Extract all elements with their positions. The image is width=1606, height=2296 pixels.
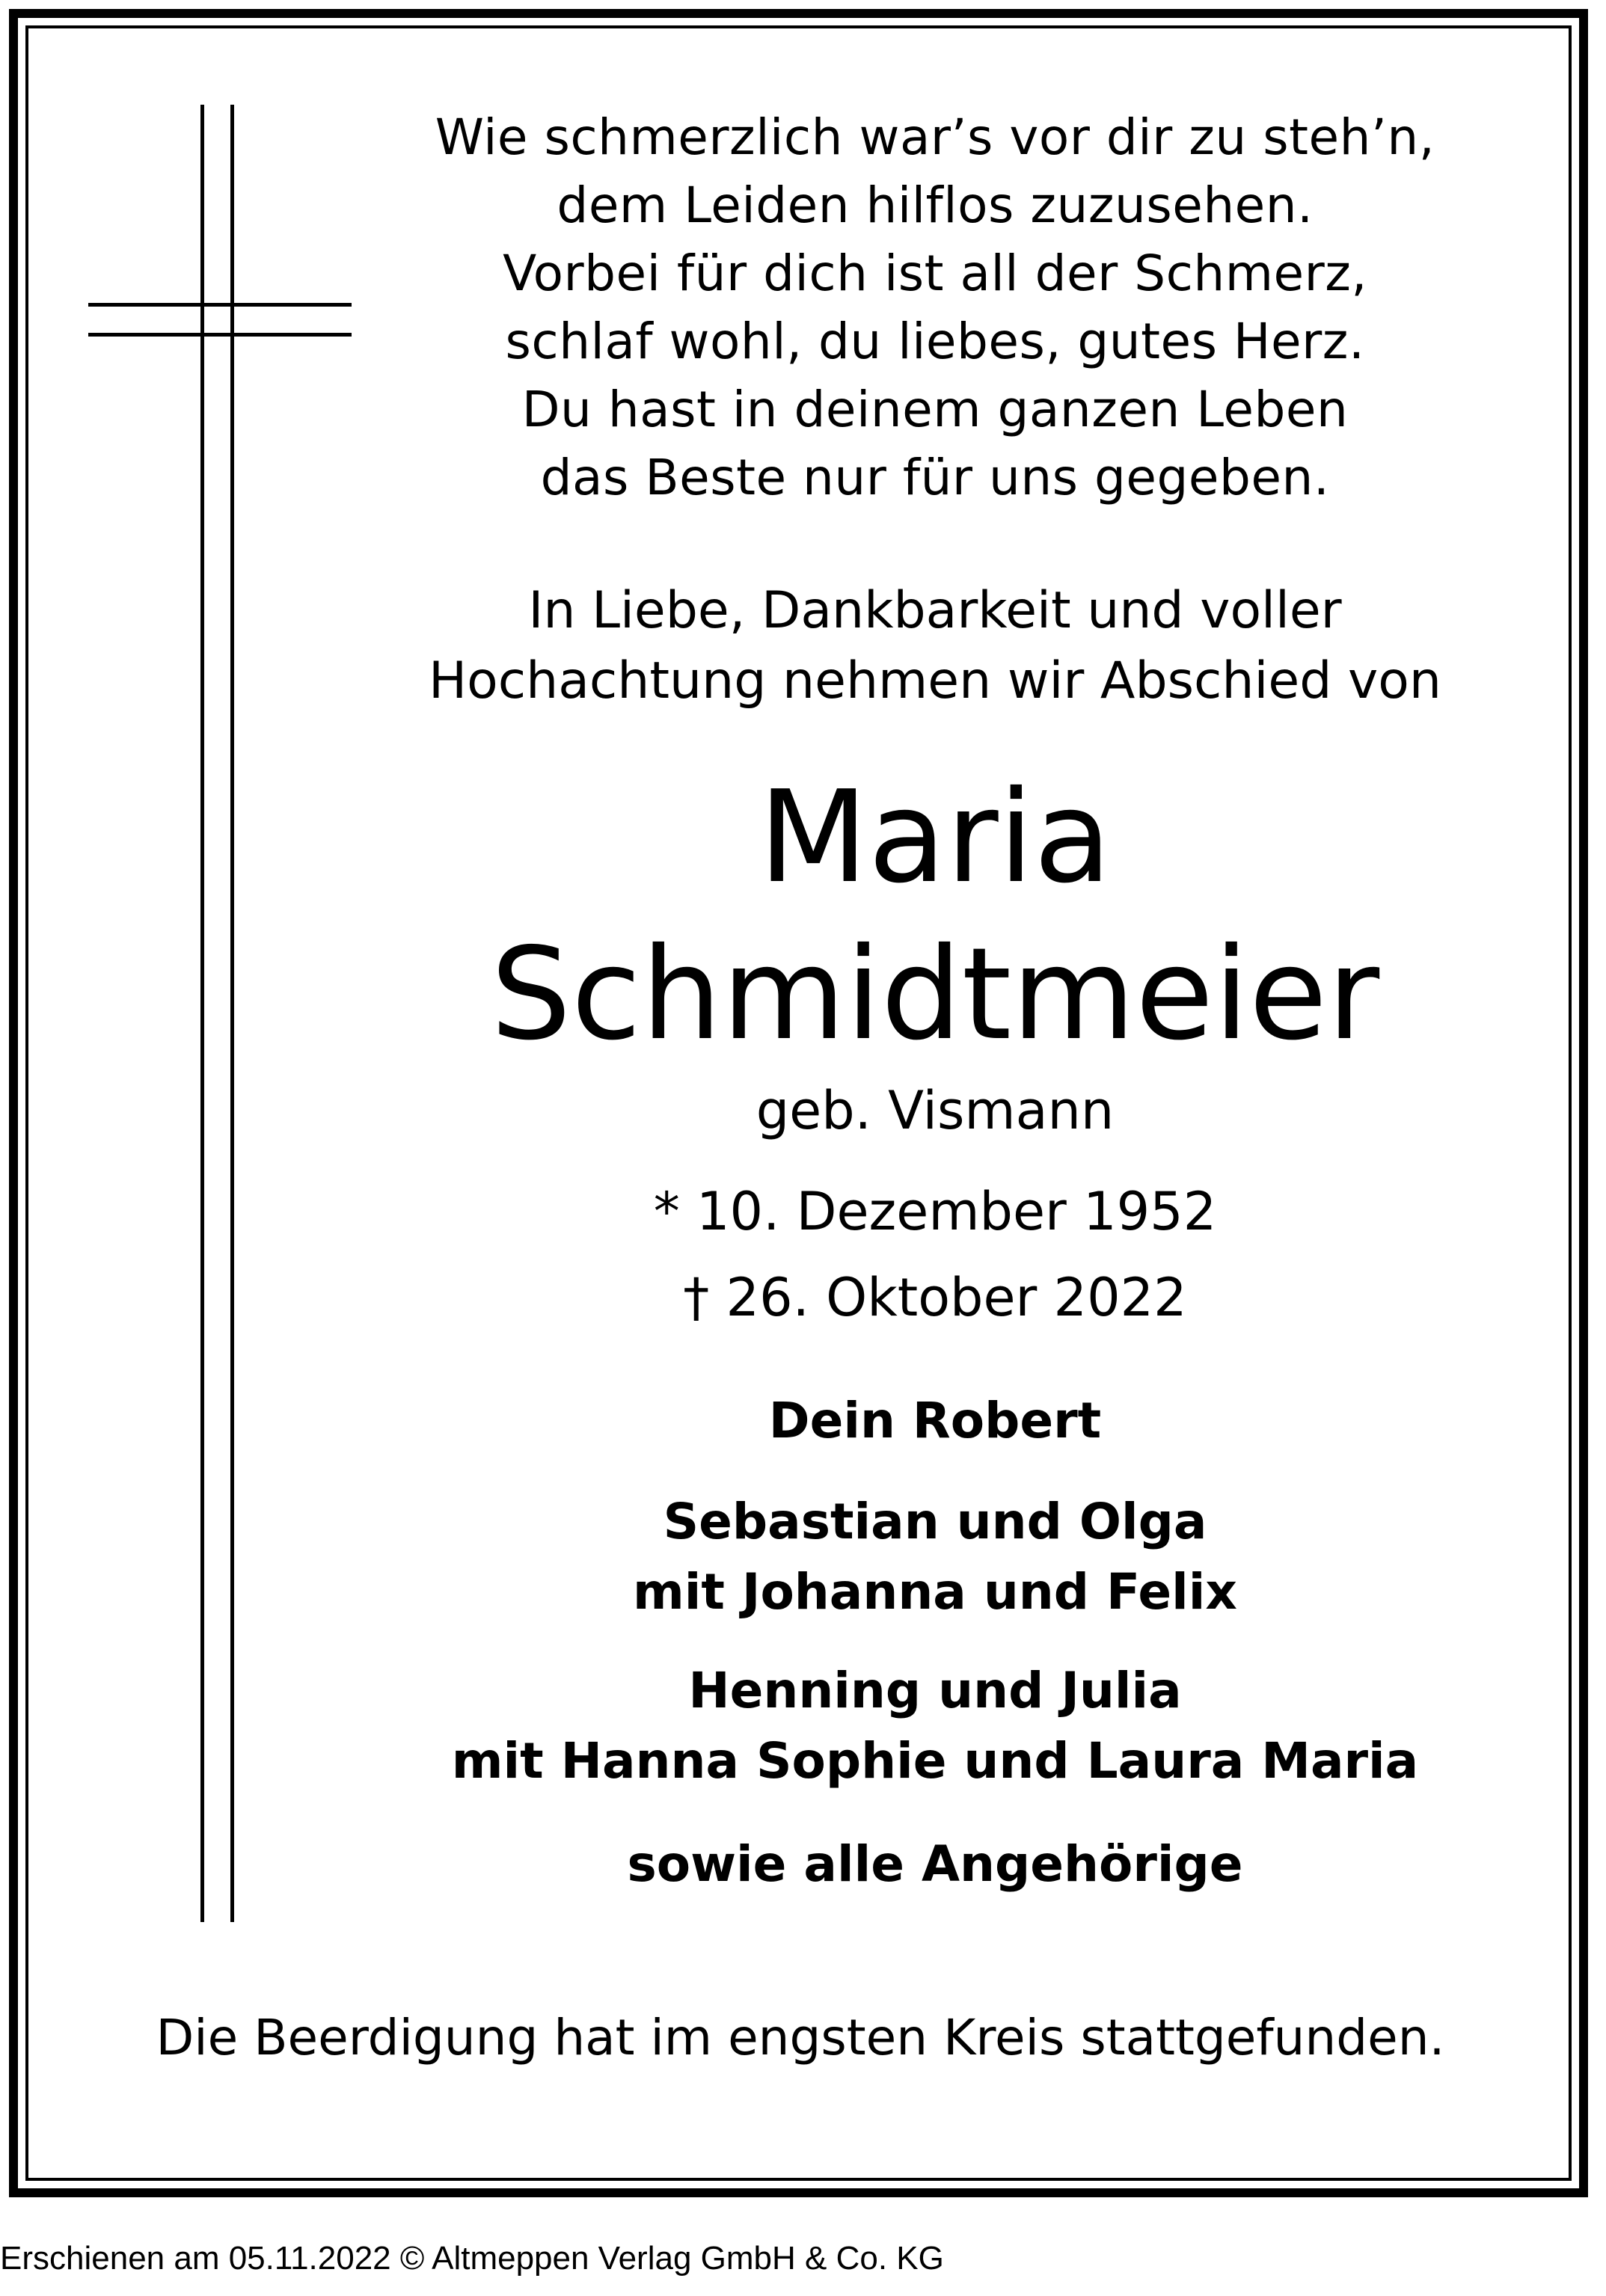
poem-line: das Beste nur für uns gegeben.	[540, 449, 1330, 506]
mourner-line: Sebastian und Olga	[663, 1493, 1207, 1550]
mourner-group	[329, 1829, 1541, 1900]
farewell-intro	[329, 576, 1541, 716]
poem	[329, 103, 1541, 512]
birth-name: geb. Vismann	[756, 1080, 1115, 1141]
mourner-line: Henning und Julia	[688, 1662, 1182, 1719]
intro-line: In Liebe, Dankbarkeit und voller	[528, 581, 1342, 640]
poem-line: schlaf wohl, du liebes, gutes Herz.	[505, 313, 1365, 370]
mourner-line: sowie alle Angehörige	[627, 1835, 1243, 1893]
poem-line: Du hast in deinem ganzen Leben	[521, 381, 1349, 438]
poem-line: Wie schmerzlich war’s vor dir zu steh’n,	[435, 108, 1435, 166]
mourner-group	[329, 1656, 1541, 1796]
poem-line: Vorbei für dich ist all der Schmerz,	[503, 245, 1367, 302]
mourner-group	[329, 1487, 1541, 1627]
birth-date: * 10. Dezember 1952	[653, 1181, 1217, 1242]
deceased-first-name: Maria	[758, 764, 1112, 912]
poem-line: dem Leiden hilflos zuzusehen.	[557, 177, 1314, 234]
intro-line: Hochachtung nehmen wir Abschied von	[429, 651, 1441, 710]
deceased-last-name: Schmidtmeier	[490, 921, 1380, 1069]
mourner-group	[329, 1386, 1541, 1456]
mourner-line: Dein Robert	[768, 1392, 1102, 1449]
funeral-note: Die Beerdigung hat im engsten Kreis stattgefunden.	[156, 2009, 1445, 2066]
mourner-line: mit Hanna Sophie und Laura Maria	[451, 1732, 1419, 1790]
publication-footer: Erschienen am 05.11.2022 © Altmeppen Verlag GmbH & Co. KG	[0, 2240, 944, 2277]
death-date: † 26. Oktober 2022	[683, 1267, 1187, 1328]
mourner-line: mit Johanna und Felix	[632, 1563, 1238, 1621]
